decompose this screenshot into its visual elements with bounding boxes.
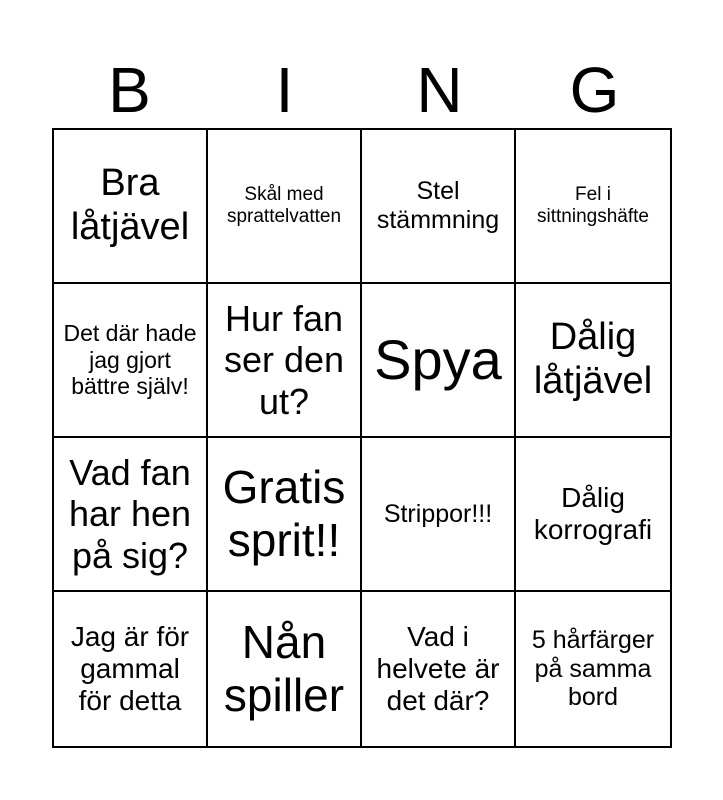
- bingo-cell-r2c1[interactable]: [54, 284, 208, 438]
- bingo-cell-r1c4[interactable]: [516, 130, 670, 284]
- bingo-header: [52, 52, 672, 128]
- cell-text: Nån spiller: [223, 616, 345, 721]
- bingo-cell-r2c2[interactable]: [208, 284, 362, 438]
- header-letter-i: I: [275, 54, 294, 126]
- header-letter-n: N: [416, 54, 463, 126]
- cell-text: Dålig korrografi: [533, 481, 653, 545]
- cell-text: Gratis sprit!!: [222, 461, 346, 566]
- bingo-cell-r4c1[interactable]: [54, 592, 208, 746]
- cell-text: Skål med sprattelvatten: [226, 184, 342, 227]
- cell-text: Strippor!!!: [383, 499, 493, 528]
- bingo-cell-r1c3[interactable]: [362, 130, 516, 284]
- bingo-cell-r1c2[interactable]: [208, 130, 362, 284]
- cell-text: 5 hårfärger på samma bord: [531, 625, 655, 712]
- bingo-cell-r3c3[interactable]: [362, 438, 516, 592]
- cell-text: Fel i sittningshäfte: [537, 184, 649, 227]
- bingo-cell-r3c4[interactable]: [516, 438, 670, 592]
- bingo-cell-r2c3[interactable]: [362, 284, 516, 438]
- header-letter-g: G: [569, 54, 620, 126]
- bingo-board: [52, 128, 672, 748]
- cell-text: Spya: [374, 327, 502, 391]
- bingo-cell-r4c3[interactable]: [362, 592, 516, 746]
- cell-text: Jag är för gammal för detta: [70, 620, 190, 717]
- cell-text: Vad fan har hen på sig?: [68, 451, 192, 576]
- bingo-cell-r3c2[interactable]: [208, 438, 362, 592]
- bingo-cell-r3c1[interactable]: [54, 438, 208, 592]
- bingo-cell-r4c2[interactable]: [208, 592, 362, 746]
- cell-text: Stel stämmning: [376, 177, 500, 234]
- cell-text: Det där hade jag gjort bättre själv!: [63, 320, 197, 400]
- bingo-cell-r4c4[interactable]: [516, 592, 670, 746]
- cell-text: Vad i helvete är det där?: [376, 620, 500, 717]
- bingo-cell-r2c4[interactable]: [516, 284, 670, 438]
- cell-text: Hur fan ser den ut?: [223, 297, 345, 422]
- cell-text: Bra låtjävel: [70, 162, 190, 248]
- cell-text: Dålig låtjävel: [533, 316, 653, 402]
- header-letter-b: B: [108, 54, 151, 126]
- bingo-cell-r1c1[interactable]: [54, 130, 208, 284]
